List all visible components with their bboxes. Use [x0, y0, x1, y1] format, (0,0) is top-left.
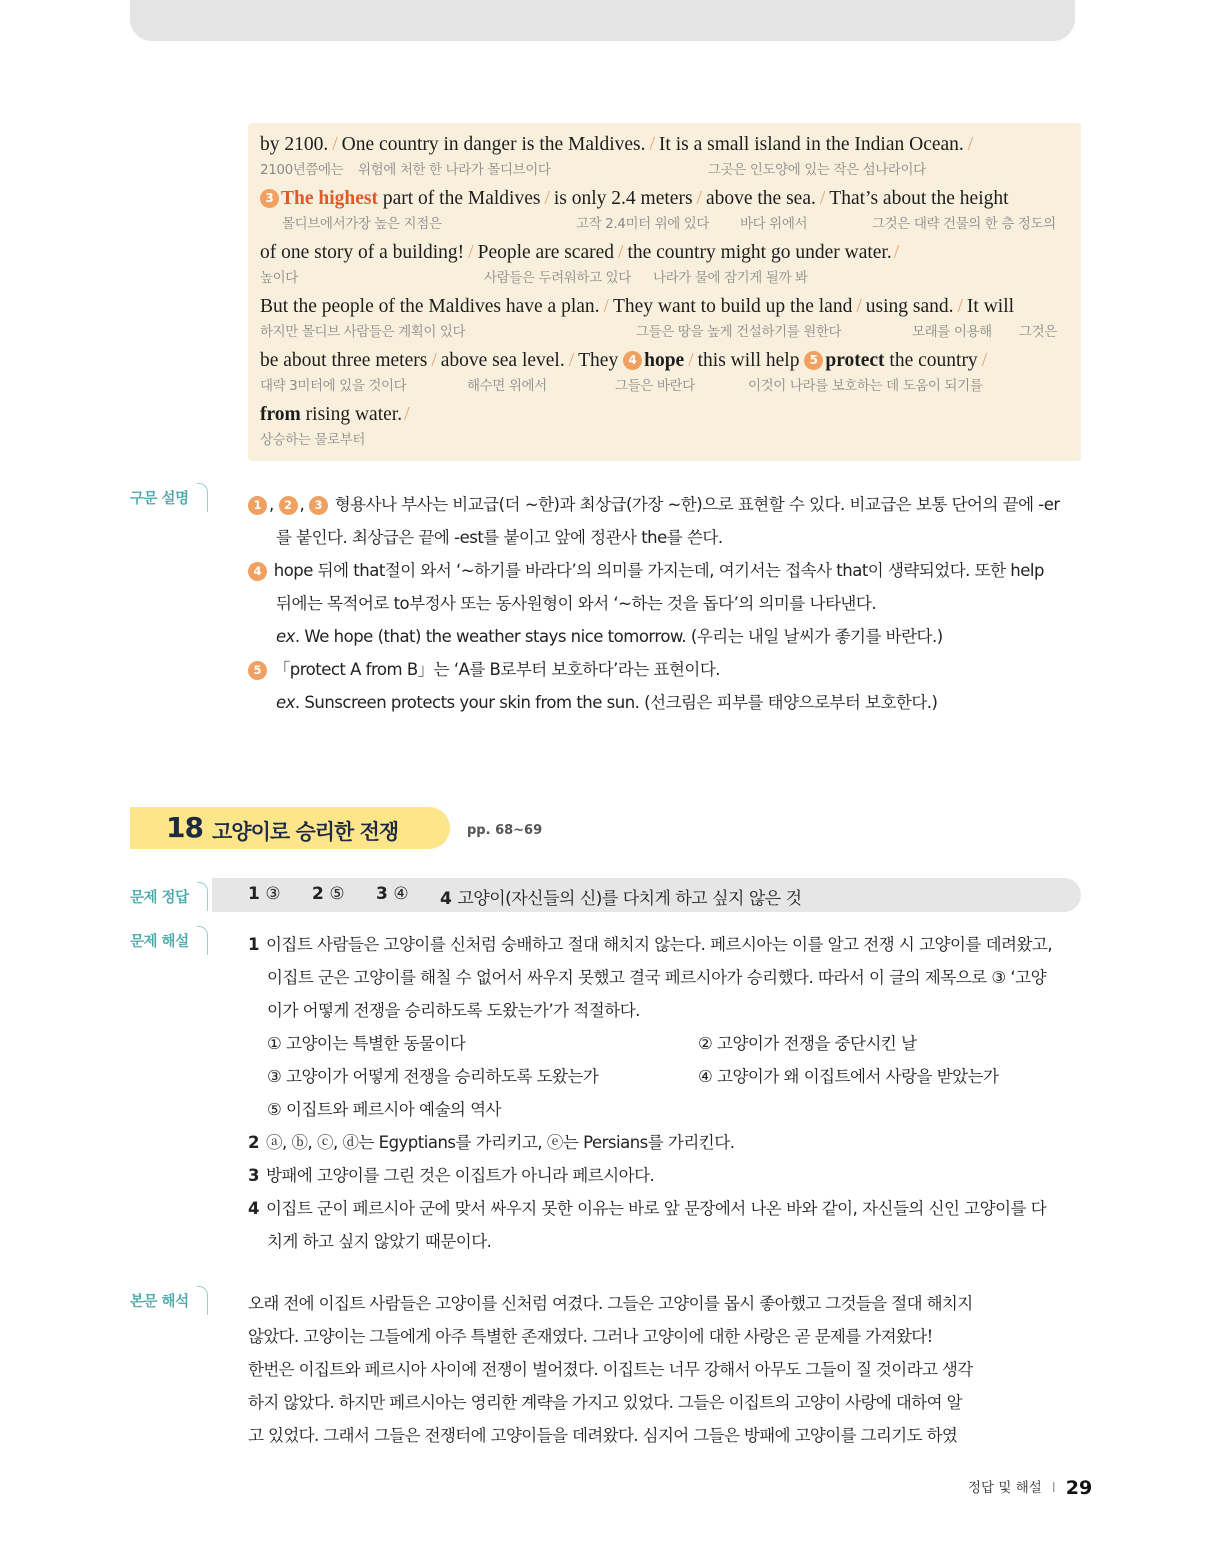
korean-gloss: 하지만 몰디브 사람들은 계획이 있다 그들은 땅을 높게 건설하기를 원한다 모래를 이용해 그것은 [260, 324, 1057, 340]
solution-line: 치게 하고 싶지 않았기 때문이다. [267, 1232, 492, 1251]
english-text: of one story of a building! / People are scared / the country might go under water. / [260, 242, 900, 263]
syntax-explanation [248, 488, 1083, 719]
answer-item: 2 ⑤ [312, 884, 345, 904]
circled-number: 3 [260, 189, 279, 208]
syntax-label: 구문 설명 [130, 483, 208, 511]
translation-line: 한번은 이집트와 페르시아 사이에 전쟁이 벌어졌다. 이집트는 너무 강해서 아무도 그들이 질 것이라고 생각 [248, 1360, 973, 1379]
passage-line [260, 403, 1070, 448]
page-number: 29 [1065, 1477, 1093, 1499]
circled-number: 4 [623, 351, 642, 370]
korean-gloss: 몰디브에서가장 높은 지점은 고작 2.4미터 위에 있다 바다 위에서 그것은 대략 건물의 한 층 정도의 [282, 216, 1056, 232]
option-row: ③ 고양이가 어떻게 전쟁을 승리하도록 도왔는가 ④ 고양이가 왜 이집트에서 사랑을 받았는가 [267, 1067, 999, 1086]
passage-line [260, 349, 1070, 394]
section-title: 고양이로 승리한 전쟁 [212, 820, 399, 844]
syntax-line: 뒤에는 목적어로 to부정사 또는 동사원형이 와서 ‘~하는 것을 돕다’의 의미를 나타낸다. [276, 594, 877, 613]
korean-gloss: 2100년쯤에는 위험에 처한 한 나라가 몰디브이다 그곳은 인도양에 있는 작은 섬나라이다 [260, 162, 926, 178]
translation-line: 않았다. 고양이는 그들에게 아주 특별한 존재였다. 그러나 고양이에 대한 사랑은 곧 문제를 가져왔다! [248, 1327, 933, 1346]
translation-line: 고 있었다. 그래서 그들은 전쟁터에 고양이들을 데려왔다. 심지어 그들은 방패에 고양이를 그리기도 하였 [248, 1426, 958, 1445]
solutions-label: 문제 해설 [130, 926, 208, 954]
translation-line: 하지 않았다. 하지만 페르시아는 영리한 계략을 가지고 있었다. 그들은 이집트의 고양이 사랑에 대하여 알 [248, 1393, 962, 1412]
syntax-line: 를 붙인다. 최상급은 끝에 -est를 붙이고 앞에 정관사 the를 쓴다. [276, 528, 723, 547]
passage-line [260, 241, 1070, 286]
example-line: ex. We hope (that) the weather stays nice tomorrow. (우리는 내일 날씨가 좋기를 바란다.) [276, 627, 943, 646]
answers-label: 문제 정답 [130, 882, 208, 910]
solution-line: 3 방패에 고양이를 그린 것은 이집트가 아니라 페르시아다. [248, 1166, 655, 1185]
circled-number: 5 [804, 351, 823, 370]
section-header [130, 807, 450, 849]
option-row: ⑤ 이집트와 페르시아 예술의 역사 [267, 1100, 501, 1119]
solution-line: 2 ⓐ, ⓑ, ⓒ, ⓓ는 Egyptians를 가리키고, ⓔ는 Persians를 가리킨다. [248, 1133, 735, 1152]
translation-block [248, 1287, 1083, 1452]
answer-item: 4 고양이(자신들의 신)를 다치게 하고 싶지 않은 것 [440, 889, 802, 909]
passage-line [260, 295, 1070, 340]
solutions-block [248, 928, 1083, 1258]
solution-line: 이가 어떻게 전쟁을 승리하도록 도왔는가’가 적절하다. [267, 1001, 640, 1020]
english-text: be about three meters / above sea level. / They 4 hope / this will help 5 protect the country / [260, 350, 988, 371]
passage-line [260, 187, 1070, 232]
section-pages: pp. 68~69 [467, 823, 543, 838]
section-number: 18 [166, 811, 203, 844]
answer-item: 1 ③ [248, 884, 281, 904]
answer-bar [212, 878, 1081, 912]
korean-gloss: 대략 3미터에 있을 것이다 해수면 위에서 그들은 바란다 이것이 나라를 보호하는 데 도움이 되기를 [260, 378, 983, 394]
translation-label: 본문 해석 [130, 1286, 208, 1314]
translation-line: 오래 전에 이집트 사람들은 고양이를 신처럼 여겼다. 그들은 고양이를 몹시 좋아했고 그것들을 절대 해치지 [248, 1294, 973, 1313]
syntax-line: 4 hope 뒤에 that절이 와서 ‘~하기를 바라다’의 의미를 가지는데, 여기서는 접속사 that이 생략되었다. 또한 help [248, 554, 1083, 587]
reading-passage-box [248, 123, 1081, 461]
syntax-line: 1 , 2 , 3 형용사나 부사는 비교급(더 ~한)과 최상급(가장 ~한)으로 표현할 수 있다. 비교급은 보통 단어의 끝에 -er [248, 488, 1083, 521]
english-text: by 2100. / One country in danger is the Maldives. / It is a small island in the Indian Ocean. / [260, 134, 974, 155]
solution-line: 1 이집트 사람들은 고양이를 신처럼 숭배하고 절대 해치지 않는다. 페르시아는 이를 알고 전쟁 시 고양이를 데려왔고, [248, 935, 1053, 954]
syntax-line: 5 「protect A from B」는 ‘A를 B로부터 보호하다’라는 표현이다. [248, 653, 1083, 686]
korean-gloss: 상승하는 물로부터 [260, 432, 366, 448]
footer-separator: I [1051, 1480, 1056, 1496]
korean-gloss: 높이다 사람들은 두려워하고 있다 나라가 물에 잠기게 될까 봐 [260, 270, 808, 286]
page-footer [968, 1476, 1092, 1499]
solution-line: 이집트 군은 고양이를 해칠 수 없어서 싸우지 못했고 결국 페르시아가 승리했다. 따라서 이 글의 제목으로 ③ ‘고양 [267, 968, 1047, 987]
answer-item: 3 ④ [376, 884, 409, 904]
english-text: from rising water. / [260, 404, 410, 425]
english-text: 3 The highest part of the Maldives / is only 2.4 meters / above the sea. / That’s about the height [260, 187, 1070, 211]
passage-line [260, 133, 1070, 178]
option-row: ① 고양이는 특별한 동물이다 ② 고양이가 전쟁을 중단시킨 날 [267, 1034, 917, 1053]
footer-label: 정답 및 해설 [968, 1480, 1042, 1496]
top-header-bar [130, 0, 1075, 41]
example-line: ex. Sunscreen protects your skin from the sun. (선크림은 피부를 태양으로부터 보호한다.) [276, 693, 938, 712]
english-text: But the people of the Maldives have a plan. / They want to build up the land / using sand. / It will [260, 296, 1015, 317]
solution-line: 4 이집트 군이 페르시아 군에 맞서 싸우지 못한 이유는 바로 앞 문장에서 나온 바와 같이, 자신들의 신인 고양이를 다 [248, 1199, 1047, 1218]
